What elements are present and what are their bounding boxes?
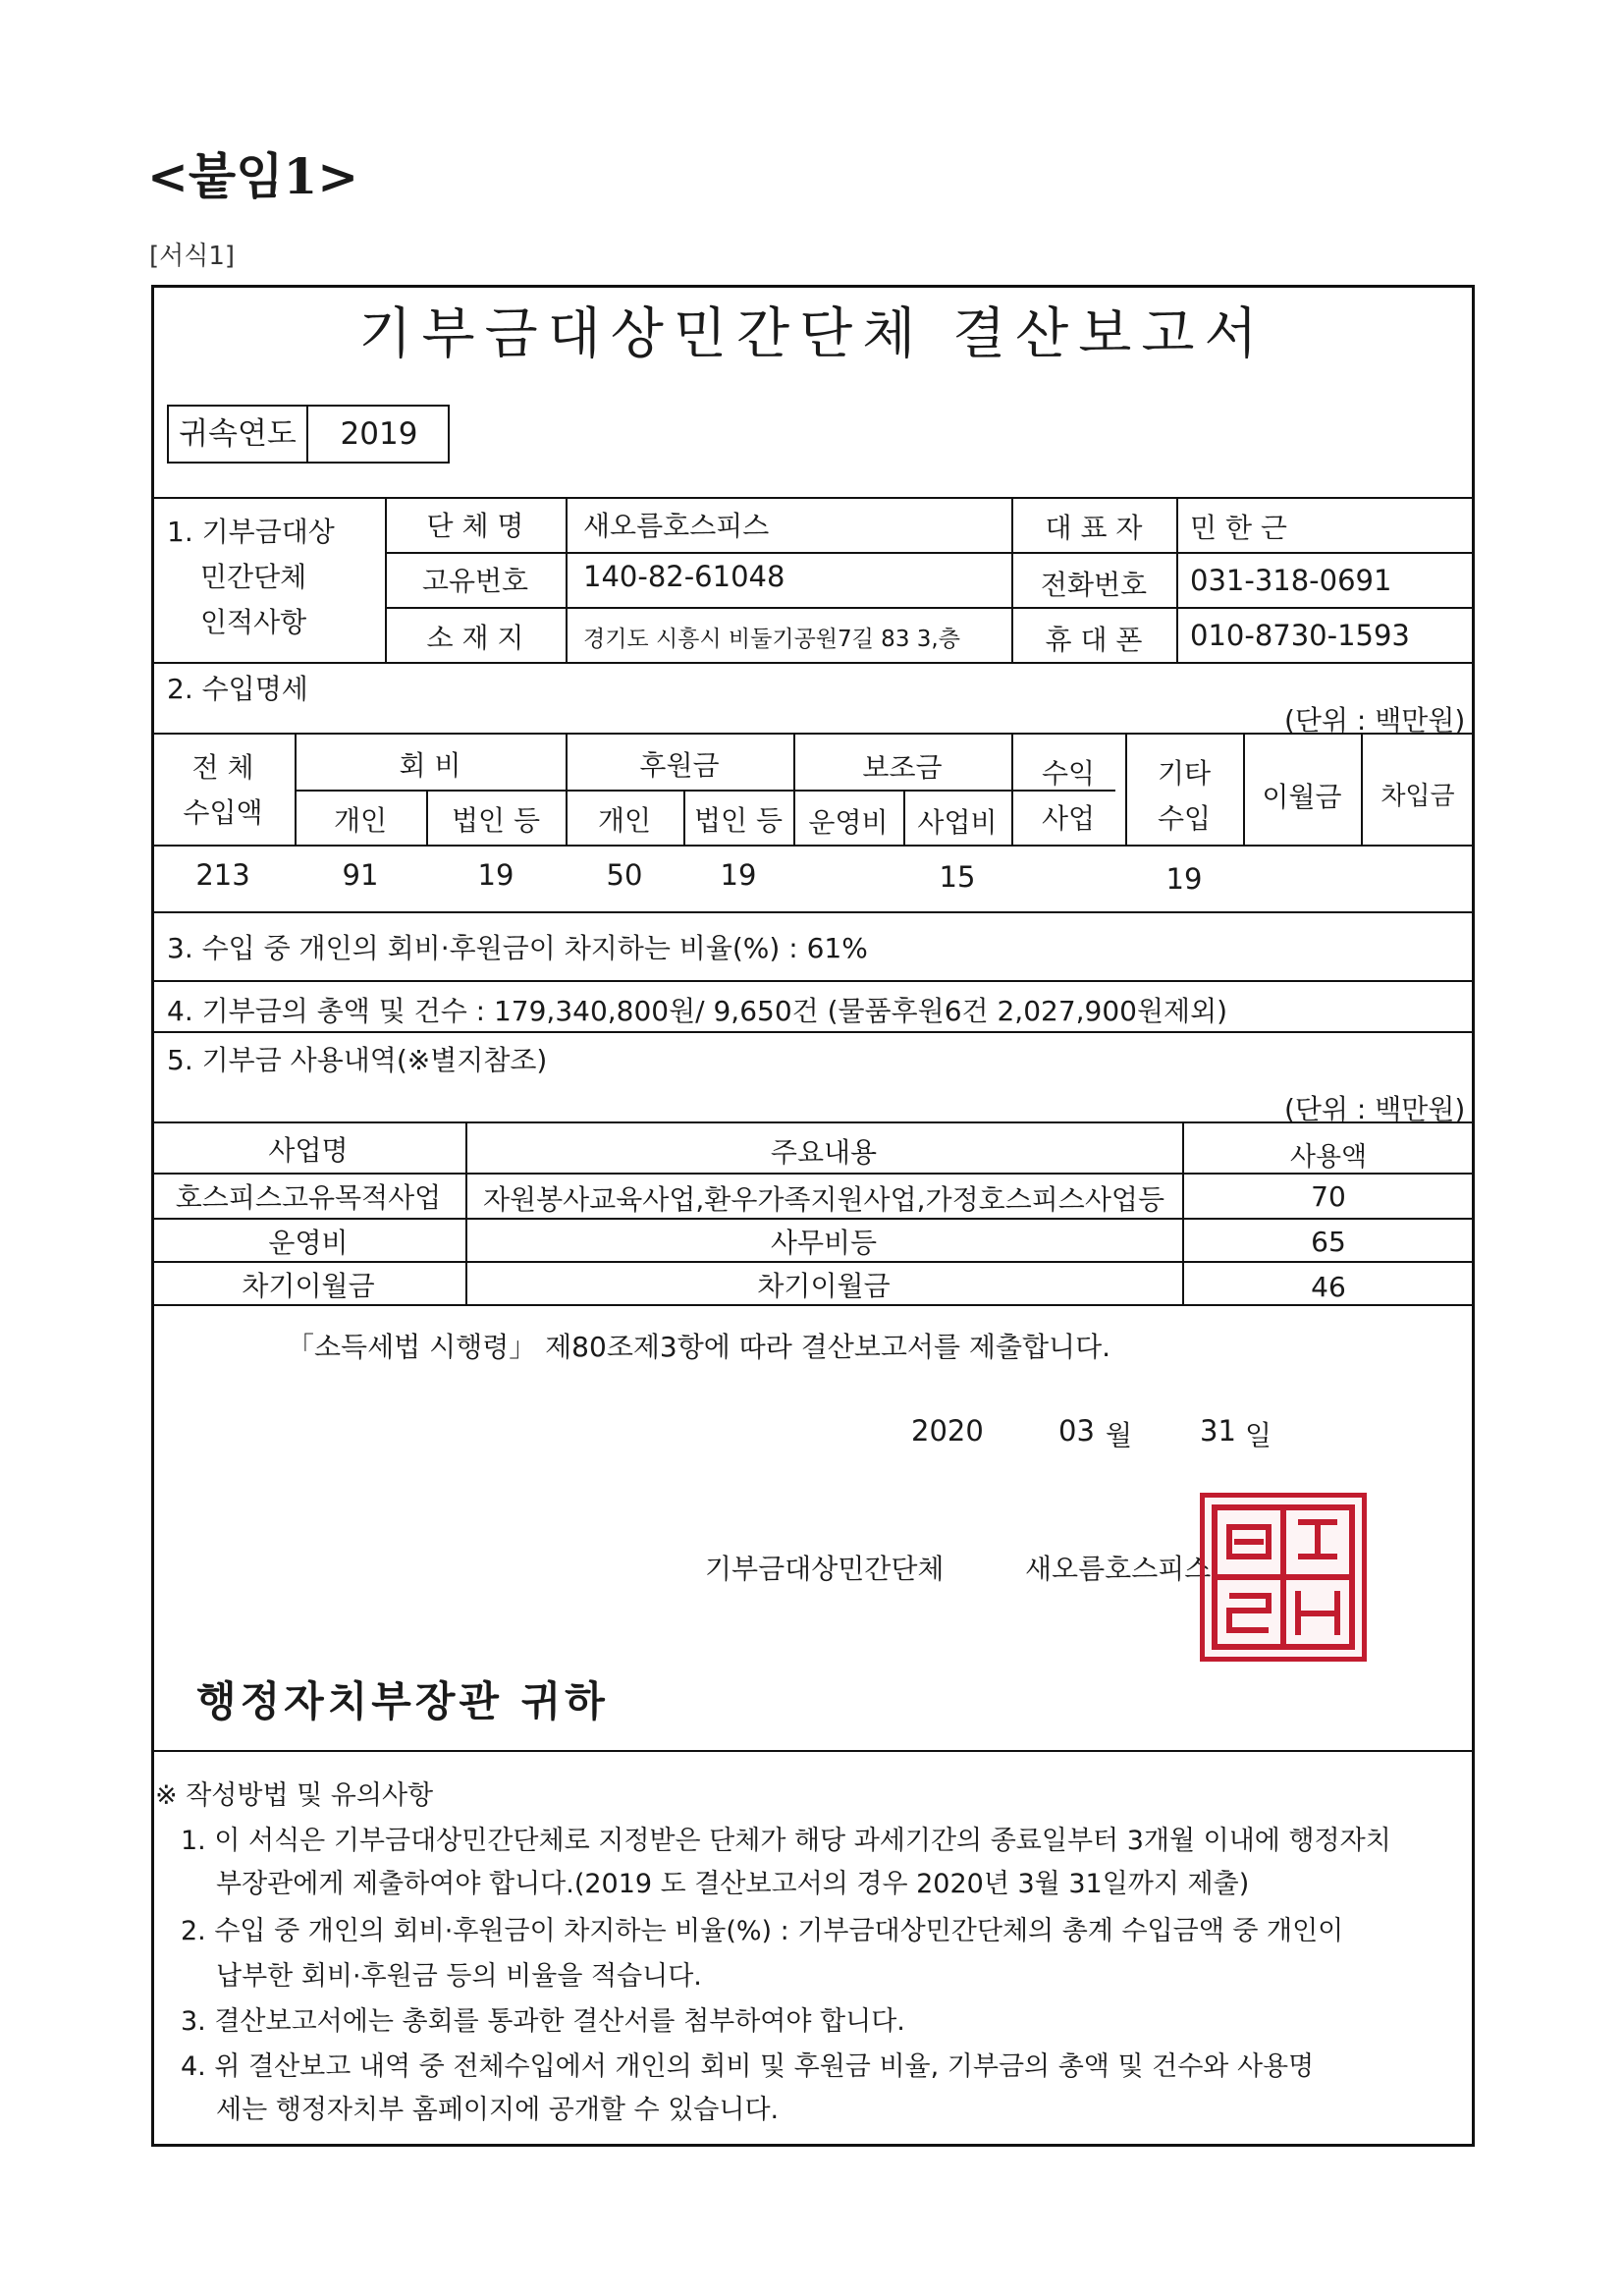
header-total-line2: 수입액	[183, 796, 263, 829]
submitter-name: 새오름호스피스	[1025, 1553, 1212, 1585]
section1-label-line1: 1. 기부금대상	[167, 516, 335, 548]
note-line: 1. 이 서식은 기부금대상민간단체로 지정받은 단체가 해당 과세기간의 종료일부터 3개월 이내에 행정자치	[181, 1826, 1391, 1856]
section1-label-line3: 인적사항	[200, 606, 307, 638]
note-line: 3. 결산보고서에는 총회를 통과한 결산서를 첨부하여야 합니다.	[181, 2006, 905, 2037]
section3-individual-ratio: 3. 수입 중 개인의 회비·후원금이 차지하는 비율(%) : 61%	[167, 932, 868, 964]
submitter-type: 기부금대상민간단체	[705, 1553, 945, 1585]
attachment-label: <붙임1>	[147, 147, 359, 205]
header-subsidy: 보조금	[862, 751, 943, 784]
usage-header-amount: 사용액	[1289, 1142, 1368, 1173]
phone-label: 전화번호	[1040, 569, 1148, 601]
header-dues-individual: 개인	[333, 804, 388, 837]
recipient-addressee: 행정자치부장관 귀하	[196, 1677, 609, 1725]
note-line: 부장관에게 제출하여야 합니다.(2019 도 결산보고서의 경우 2020년 3월 31일까지 제출)	[216, 1869, 1250, 1899]
org-name-label: 단 체 명	[426, 510, 524, 542]
usage-row2-content: 사무비등	[770, 1227, 878, 1259]
section5-label: 5. 기부금 사용내역(※별지참조)	[167, 1044, 548, 1076]
usage-row2-amount: 65	[1311, 1226, 1346, 1258]
org-name-value: 새오름호스피스	[583, 510, 770, 542]
header-total-line1: 전 체	[191, 751, 254, 784]
usage-row2-project: 운영비	[268, 1227, 349, 1259]
mobile-value: 010-8730-1593	[1190, 619, 1410, 652]
mobile-label: 휴 대 폰	[1045, 624, 1143, 656]
note-line: 2. 수입 중 개인의 회비·후원금이 차지하는 비율(%) : 기부금대상민간단체의 총계 수입금액 중 개인이	[181, 1916, 1344, 1946]
header-dues-corporate: 법인 등	[451, 804, 541, 837]
header-spon-individual: 개인	[597, 804, 652, 837]
registration-number-label: 고유번호	[421, 565, 529, 597]
value-other: 19	[1165, 862, 1203, 896]
header-sponsorship: 후원금	[639, 749, 720, 782]
fiscal-year-value: 2019	[340, 416, 418, 452]
address-value: 경기도 시흥시 비둘기공원7길 83 3,층	[583, 627, 960, 652]
header-profit-line2: 사업	[1041, 802, 1096, 835]
date-month-unit: 월	[1106, 1419, 1133, 1451]
phone-value: 031-318-0691	[1190, 564, 1392, 597]
header-loan: 차입금	[1380, 782, 1455, 811]
header-profit-line1: 수익	[1041, 757, 1096, 790]
registration-number-value: 140-82-61048	[583, 560, 785, 593]
header-other-line1: 기타	[1157, 757, 1212, 790]
header-dues: 회 비	[399, 749, 461, 782]
date-month: 03	[1058, 1414, 1095, 1448]
header-carryover: 이월금	[1262, 781, 1342, 813]
note-line: 세는 행정자치부 홈페이지에 공개할 수 있습니다.	[216, 2095, 780, 2125]
representative-label: 대 표 자	[1045, 512, 1143, 544]
usage-header-content: 주요내용	[770, 1136, 878, 1169]
value-total: 213	[195, 858, 250, 892]
header-sub-project: 사업비	[917, 806, 998, 839]
value-spon-individual: 50	[606, 858, 643, 892]
section5-unit: (단위 : 백만원)	[1284, 1093, 1466, 1125]
usage-row3-content: 차기이월금	[757, 1270, 891, 1302]
section2-unit: (단위 : 백만원)	[1284, 704, 1466, 737]
form-number: [서식1]	[149, 242, 236, 271]
date-day: 31	[1200, 1414, 1236, 1448]
usage-row1-content: 자원봉사교육사업,환우가족지원사업,가정호스피스사업등	[482, 1183, 1164, 1216]
usage-row3-project: 차기이월금	[242, 1270, 375, 1302]
usage-row1-project: 호스피스고유목적사업	[175, 1181, 442, 1214]
organization-seal-stamp	[1200, 1493, 1367, 1662]
fiscal-year-label: 귀속연도	[169, 407, 308, 462]
section1-label-line2: 민간단체	[200, 561, 307, 593]
date-day-unit: 일	[1245, 1419, 1272, 1451]
address-label: 소 재 지	[426, 622, 524, 654]
note-line: 납부한 회비·후원금 등의 비율을 적습니다.	[216, 1961, 702, 1992]
value-spon-corporate: 19	[720, 858, 757, 892]
seal-pattern-icon	[1205, 1498, 1362, 1657]
submission-statement: 「소득세법 시행령」 제80조제3항에 따라 결산보고서를 제출합니다.	[287, 1331, 1111, 1363]
document-title: 기부금대상민간단체 결산보고서	[358, 302, 1268, 366]
header-spon-corporate: 법인 등	[693, 804, 784, 837]
note-line: 4. 위 결산보고 내역 중 전체수입에서 개인의 회비 및 후원금 비율, 기부금의 총액 및 건수와 사용명	[181, 2051, 1315, 2082]
notes-title: ※ 작성방법 및 유의사항	[155, 1780, 434, 1811]
header-sub-operating: 운영비	[808, 806, 889, 839]
value-dues-corporate: 19	[477, 858, 514, 892]
usage-header-project: 사업명	[268, 1134, 349, 1167]
value-dues-individual: 91	[342, 858, 379, 892]
representative-value: 민 한 근	[1190, 512, 1287, 544]
section2-label: 2. 수입명세	[167, 673, 308, 705]
header-other-line2: 수입	[1157, 802, 1212, 835]
value-sub-project: 15	[939, 860, 976, 894]
usage-row1-amount: 70	[1311, 1180, 1346, 1213]
usage-row3-amount: 46	[1311, 1271, 1346, 1303]
section4-donation-total: 4. 기부금의 총액 및 건수 : 179,340,800원/ 9,650건 (물품후원6건 2,027,900원제외)	[167, 995, 1228, 1027]
fiscal-year-box	[167, 405, 450, 464]
date-year: 2020	[911, 1414, 984, 1448]
